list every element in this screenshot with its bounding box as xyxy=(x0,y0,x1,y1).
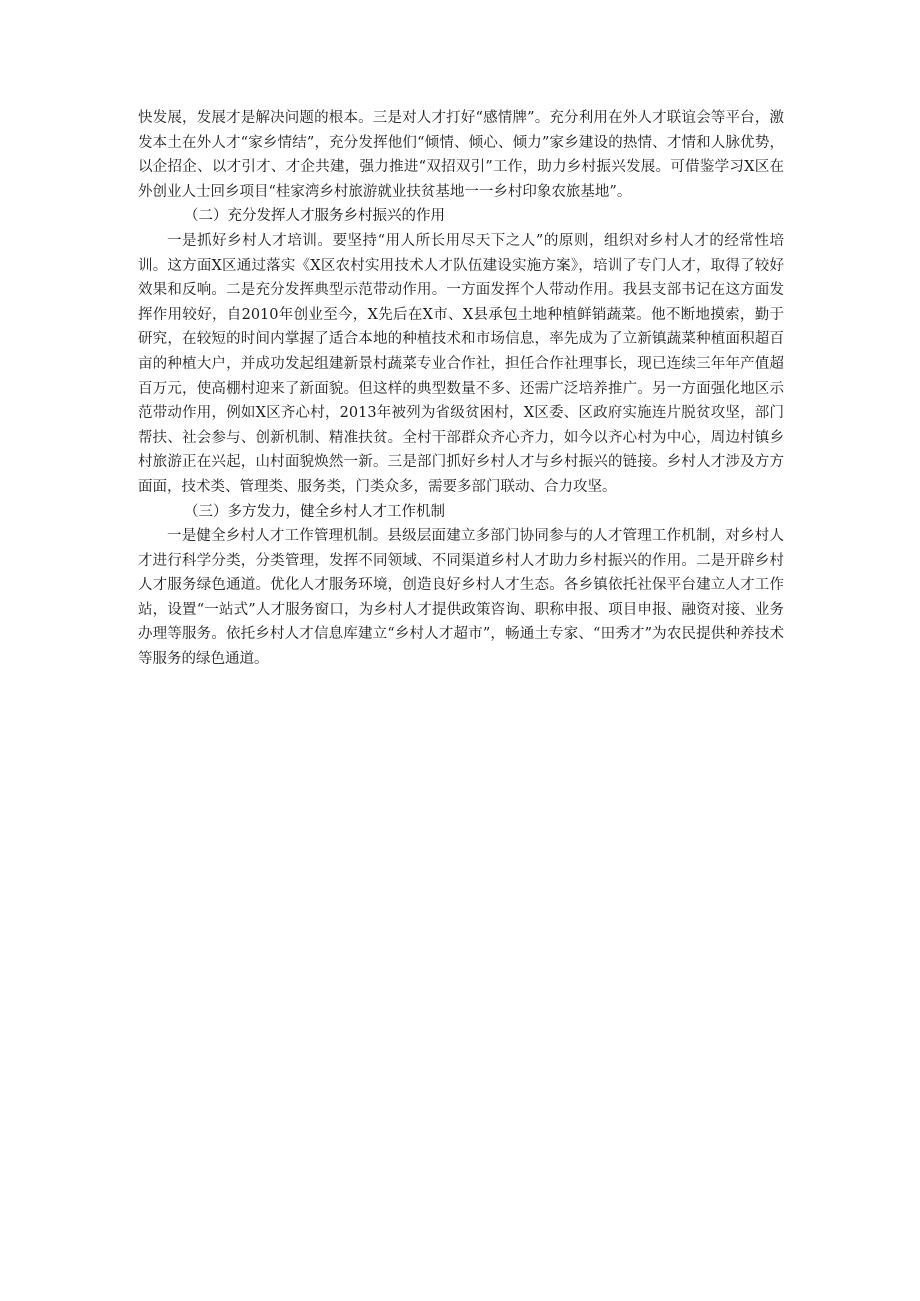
section-heading-2: （二）充分发挥人才服务乡村振兴的作用 xyxy=(184,208,445,225)
body-paragraph-continued: 快发展，发展才是解决问题的根本。三是对人才打好“感情牌”。充分利用在外人才联谊会等平台，激发本土在外人才“家乡情结”，充分发挥他们“倾情、倾心、倾力”家乡建设的热情、才情和人脉优势，以企招企、以才引才、才企共建，强力推进“双招双引”工作，助力乡村振兴发展。可借鉴学习X区在外创业人士回乡项目“桂家湾乡村旅游就业扶贫基地一一乡村印象农旅基地”。 xyxy=(138,110,784,200)
body-paragraph-section-3: 一是健全乡村人才工作管理机制。县级层面建立多部门协同参与的人才管理工作机制，对乡村人才进行科学分类，分类管理，发挥不同领域、不同渠道乡村人才助力乡村振兴的作用。二是开辟乡村人才服务绿色通道。优化人才服务环境，创造良好乡村人才生态。各乡镇依托社保平台建立人才工作站，设置“一站式”人才服务窗口，为乡村人才提供政策咨询、职称申报、项目申报、融资对接、业务办理等服务。依托乡村人才信息库建立“乡村人才超市”，畅通土专家、“田秀才”为农民提供种养技术等服务的绿色通道。 xyxy=(138,528,784,668)
section-heading-3: （三）多方发力，健全乡村人才工作机制 xyxy=(184,503,445,520)
document-page xyxy=(138,106,784,672)
body-paragraph-section-2: 一是抓好乡村人才培训。要坚持“用人所长用尽天下之人”的原则，组织对乡村人才的经常性培训。这方面X区通过落实《X区农村实用技术人才队伍建设实施方案》，培训了专门人才，取得了较好效果和反响。二是充分发挥典型示范带动作用。一方面发挥个人带动作用。我县支部书记在这方面发挥作用较好，自2010年创业至今，X先后在X市、X县承包土地种植鲜销蔬菜。他不断地摸索，勤于研究，在较短的时间内掌握了适合本地的种植技术和市场信息，率先成为了立新镇蔬菜种植面积超百亩的种植大户，并成功发起组建新景村蔬菜专业合作社，担任合作社理事长，现已连续三年年产值超百万元，使高棚村迎来了新面貌。但这样的典型数量不多、还需广泛培养推广。另一方面强化地区示范带动作用，例如X区齐心村，2013年被列为省级贫困村，X区委、区政府实施连片脱贫攻坚，部门帮扶、社会参与、创新机制、精准扶贫。全村干部群众齐心齐力，如今以齐心村为中心，周边村镇乡村旅游正在兴起，山村面貌焕然一新。三是部门抓好乡村人才与乡村振兴的链接。乡村人才涉及方方面面，技术类、管理类、服务类，门类众多，需要多部门联动、合力攻坚。 xyxy=(138,232,784,495)
